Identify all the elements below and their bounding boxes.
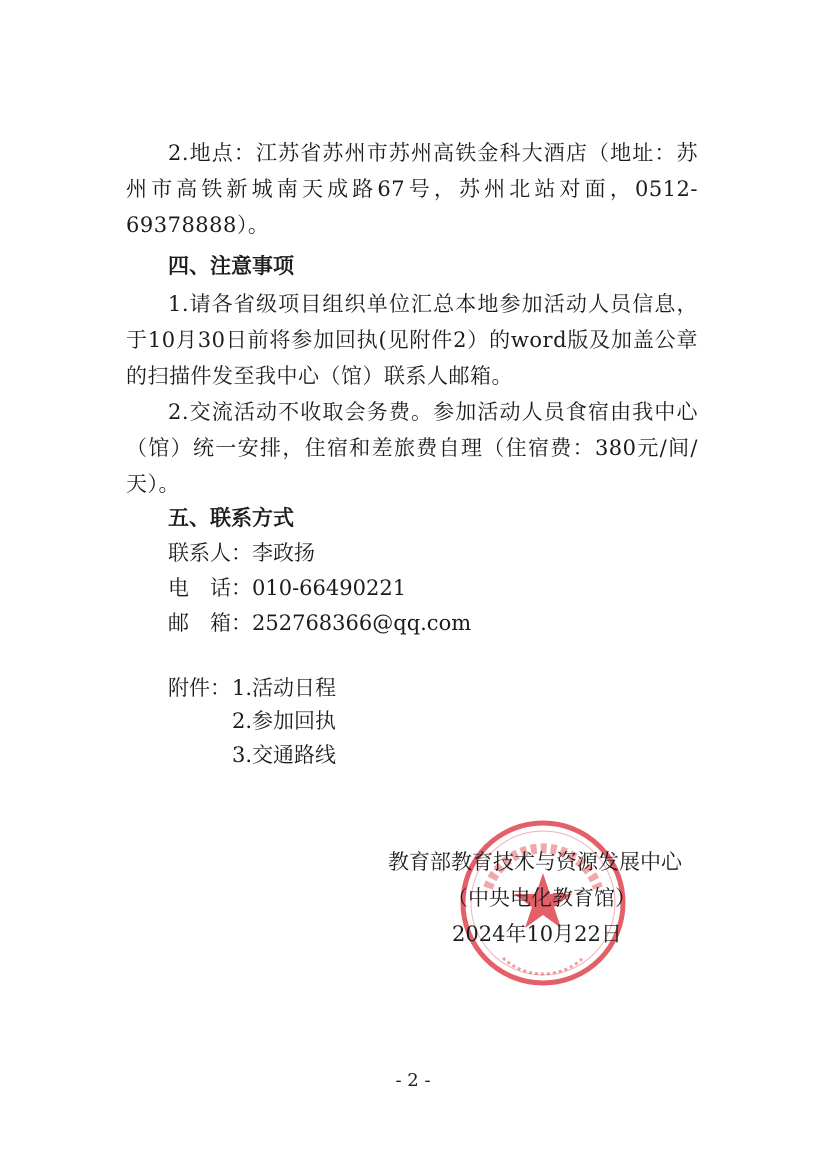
attachments-label: 附件： xyxy=(168,676,231,700)
section-5-heading: 五、联系方式 xyxy=(168,506,294,530)
attachment-item-2: 2.参加回执 xyxy=(232,709,337,733)
page-number: - 2 - xyxy=(395,1070,431,1091)
notice-1-paragraph: 1.请各省级项目组织单位汇总本地参加活动人员信息，于10月30日前将参加回执(见附件2）的word版及加盖公章的扫描件发至我中心（馆）联系人邮箱。 xyxy=(126,292,698,388)
location-paragraph: 2.地点：江苏省苏州市苏州高铁金科大酒店（地址：苏州市高铁新城南天成路67号，苏州北站对面，0512-69378888）。 xyxy=(126,141,698,237)
issuer-name: 教育部教育技术与资源发展中心 xyxy=(388,850,682,874)
section-4-heading: 四、注意事项 xyxy=(168,254,294,278)
issuer-alias: （中央电化教育馆） xyxy=(447,886,636,910)
notice-2-paragraph: 2.交流活动不收取会务费。参加活动人员食宿由我中心（馆）统一安排，住宿和差旅费自理（住宿费：380元/间/天）。 xyxy=(126,400,698,496)
attachment-item-3: 3.交通路线 xyxy=(232,743,337,767)
contact-person: 联系人：李政扬 xyxy=(168,541,315,565)
contact-phone: 电 话：010-66490221 xyxy=(168,576,407,600)
issue-date: 2024年10月22日 xyxy=(452,922,622,946)
attachment-item-1: 1.活动日程 xyxy=(232,676,337,700)
contact-email: 邮 箱：252768366@qq.com xyxy=(168,611,472,635)
